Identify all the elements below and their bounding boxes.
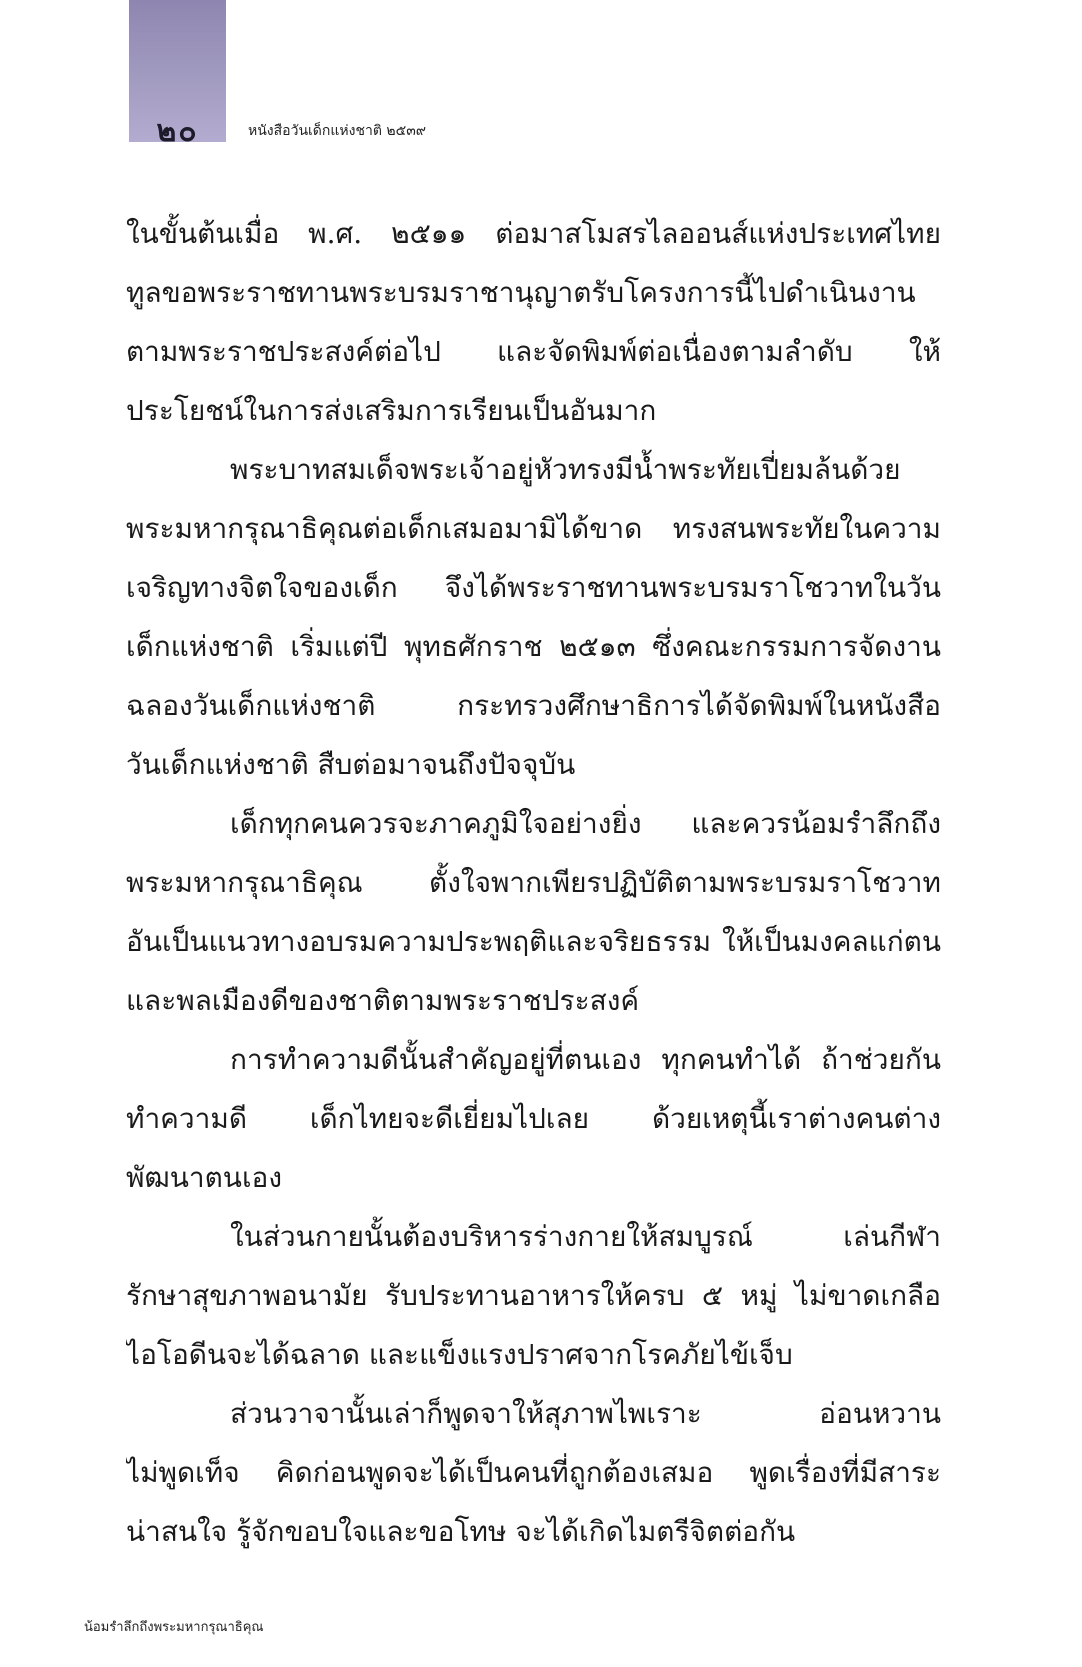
text-line: ไม่พูดเท็จ คิดก่อนพูดจะได้เป็นคนที่ถูกต้องเสมอ พูดเรื่องที่มีสาระ — [126, 1456, 941, 1489]
text-line: ทูลขอพระราชทานพระบรมราชานุญาตรับโครงการนี้ไปดำเนินงาน — [126, 276, 916, 309]
text-line: ทำความดี เด็กไทยจะดีเยี่ยมไปเลย ด้วยเหตุนี้เราต่างคนต่าง — [126, 1102, 941, 1135]
running-title: หนังสือวันเด็กแห่งชาติ ๒๕๓๙ — [248, 123, 427, 139]
text-line: ในส่วนกายนั้นต้องบริหารร่างกายให้สมบูรณ์ เล่นกีฬา — [230, 1220, 941, 1253]
text-line: และพลเมืองดีของชาติตามพระราชประสงค์ — [126, 984, 640, 1017]
text-line: พระมหากรุณาธิคุณต่อเด็กเสมอมามิได้ขาด ทรงสนพระทัยในความ — [126, 512, 941, 545]
body-text — [126, 204, 941, 1561]
text-line: เด็กทุกคนควรจะภาคภูมิใจอย่างยิ่ง และควรน้อมรำลึกถึง — [230, 807, 941, 840]
text-line: ฉลองวันเด็กแห่งชาติ กระทรวงศึกษาธิการได้จัดพิมพ์ในหนังสือ — [126, 689, 941, 722]
text-line: พัฒนาตนเอง — [126, 1161, 282, 1194]
text-line: น่าสนใจ รู้จักขอบใจและขอโทษ จะได้เกิดไมตรีจิตต่อกัน — [126, 1515, 796, 1548]
footer-text: น้อมรำลึกถึงพระมหากรุณาธิคุณ — [84, 1620, 264, 1635]
text-line: การทำความดีนั้นสำคัญอยู่ที่ตนเอง ทุกคนทำได้ ถ้าช่วยกัน — [230, 1043, 941, 1076]
text-line: ตามพระราชประสงค์ต่อไป และจัดพิมพ์ต่อเนื่องตามลำดับ ให้ — [126, 335, 941, 368]
text-line: ประโยชน์ในการส่งเสริมการเรียนเป็นอันมาก — [126, 394, 657, 427]
text-line: ไอโอดีนจะได้ฉลาด และแข็งแรงปราศจากโรคภัยไข้เจ็บ — [126, 1338, 793, 1371]
text-line: ในขั้นต้นเมื่อ พ.ศ. ๒๕๑๑ ต่อมาสโมสรไลออนส์แห่งประเทศไทย — [126, 217, 941, 250]
text-line: อันเป็นแนวทางอบรมความประพฤติและจริยธรรม ให้เป็นมงคลแก่ตน — [126, 925, 941, 958]
text-line: เจริญทางจิตใจของเด็ก จึงได้พระราชทานพระบรมราโชวาทในวัน — [126, 571, 941, 604]
text-line: พระมหากรุณาธิคุณ ตั้งใจพากเพียรปฏิบัติตามพระบรมราโชวาท — [126, 866, 941, 899]
text-line: วันเด็กแห่งชาติ สืบต่อมาจนถึงปัจจุบัน — [126, 748, 576, 781]
text-line: พระบาทสมเด็จพระเจ้าอยู่หัวทรงมีน้ำพระทัยเปี่ยมล้นด้วย — [230, 453, 901, 486]
text-line: เด็กแห่งชาติ เริ่มแต่ปี พุทธศักราช ๒๕๑๓ ซึ่งคณะกรรมการจัดงาน — [126, 630, 941, 663]
text-line: รักษาสุขภาพอนามัย รับประทานอาหารให้ครบ ๕ หมู่ ไม่ขาดเกลือ — [126, 1279, 941, 1312]
text-line: ส่วนวาจานั้นเล่าก็พูดจาให้สุภาพไพเราะ อ่อนหวาน — [230, 1397, 941, 1430]
page-number: ๒๐ — [156, 114, 199, 149]
